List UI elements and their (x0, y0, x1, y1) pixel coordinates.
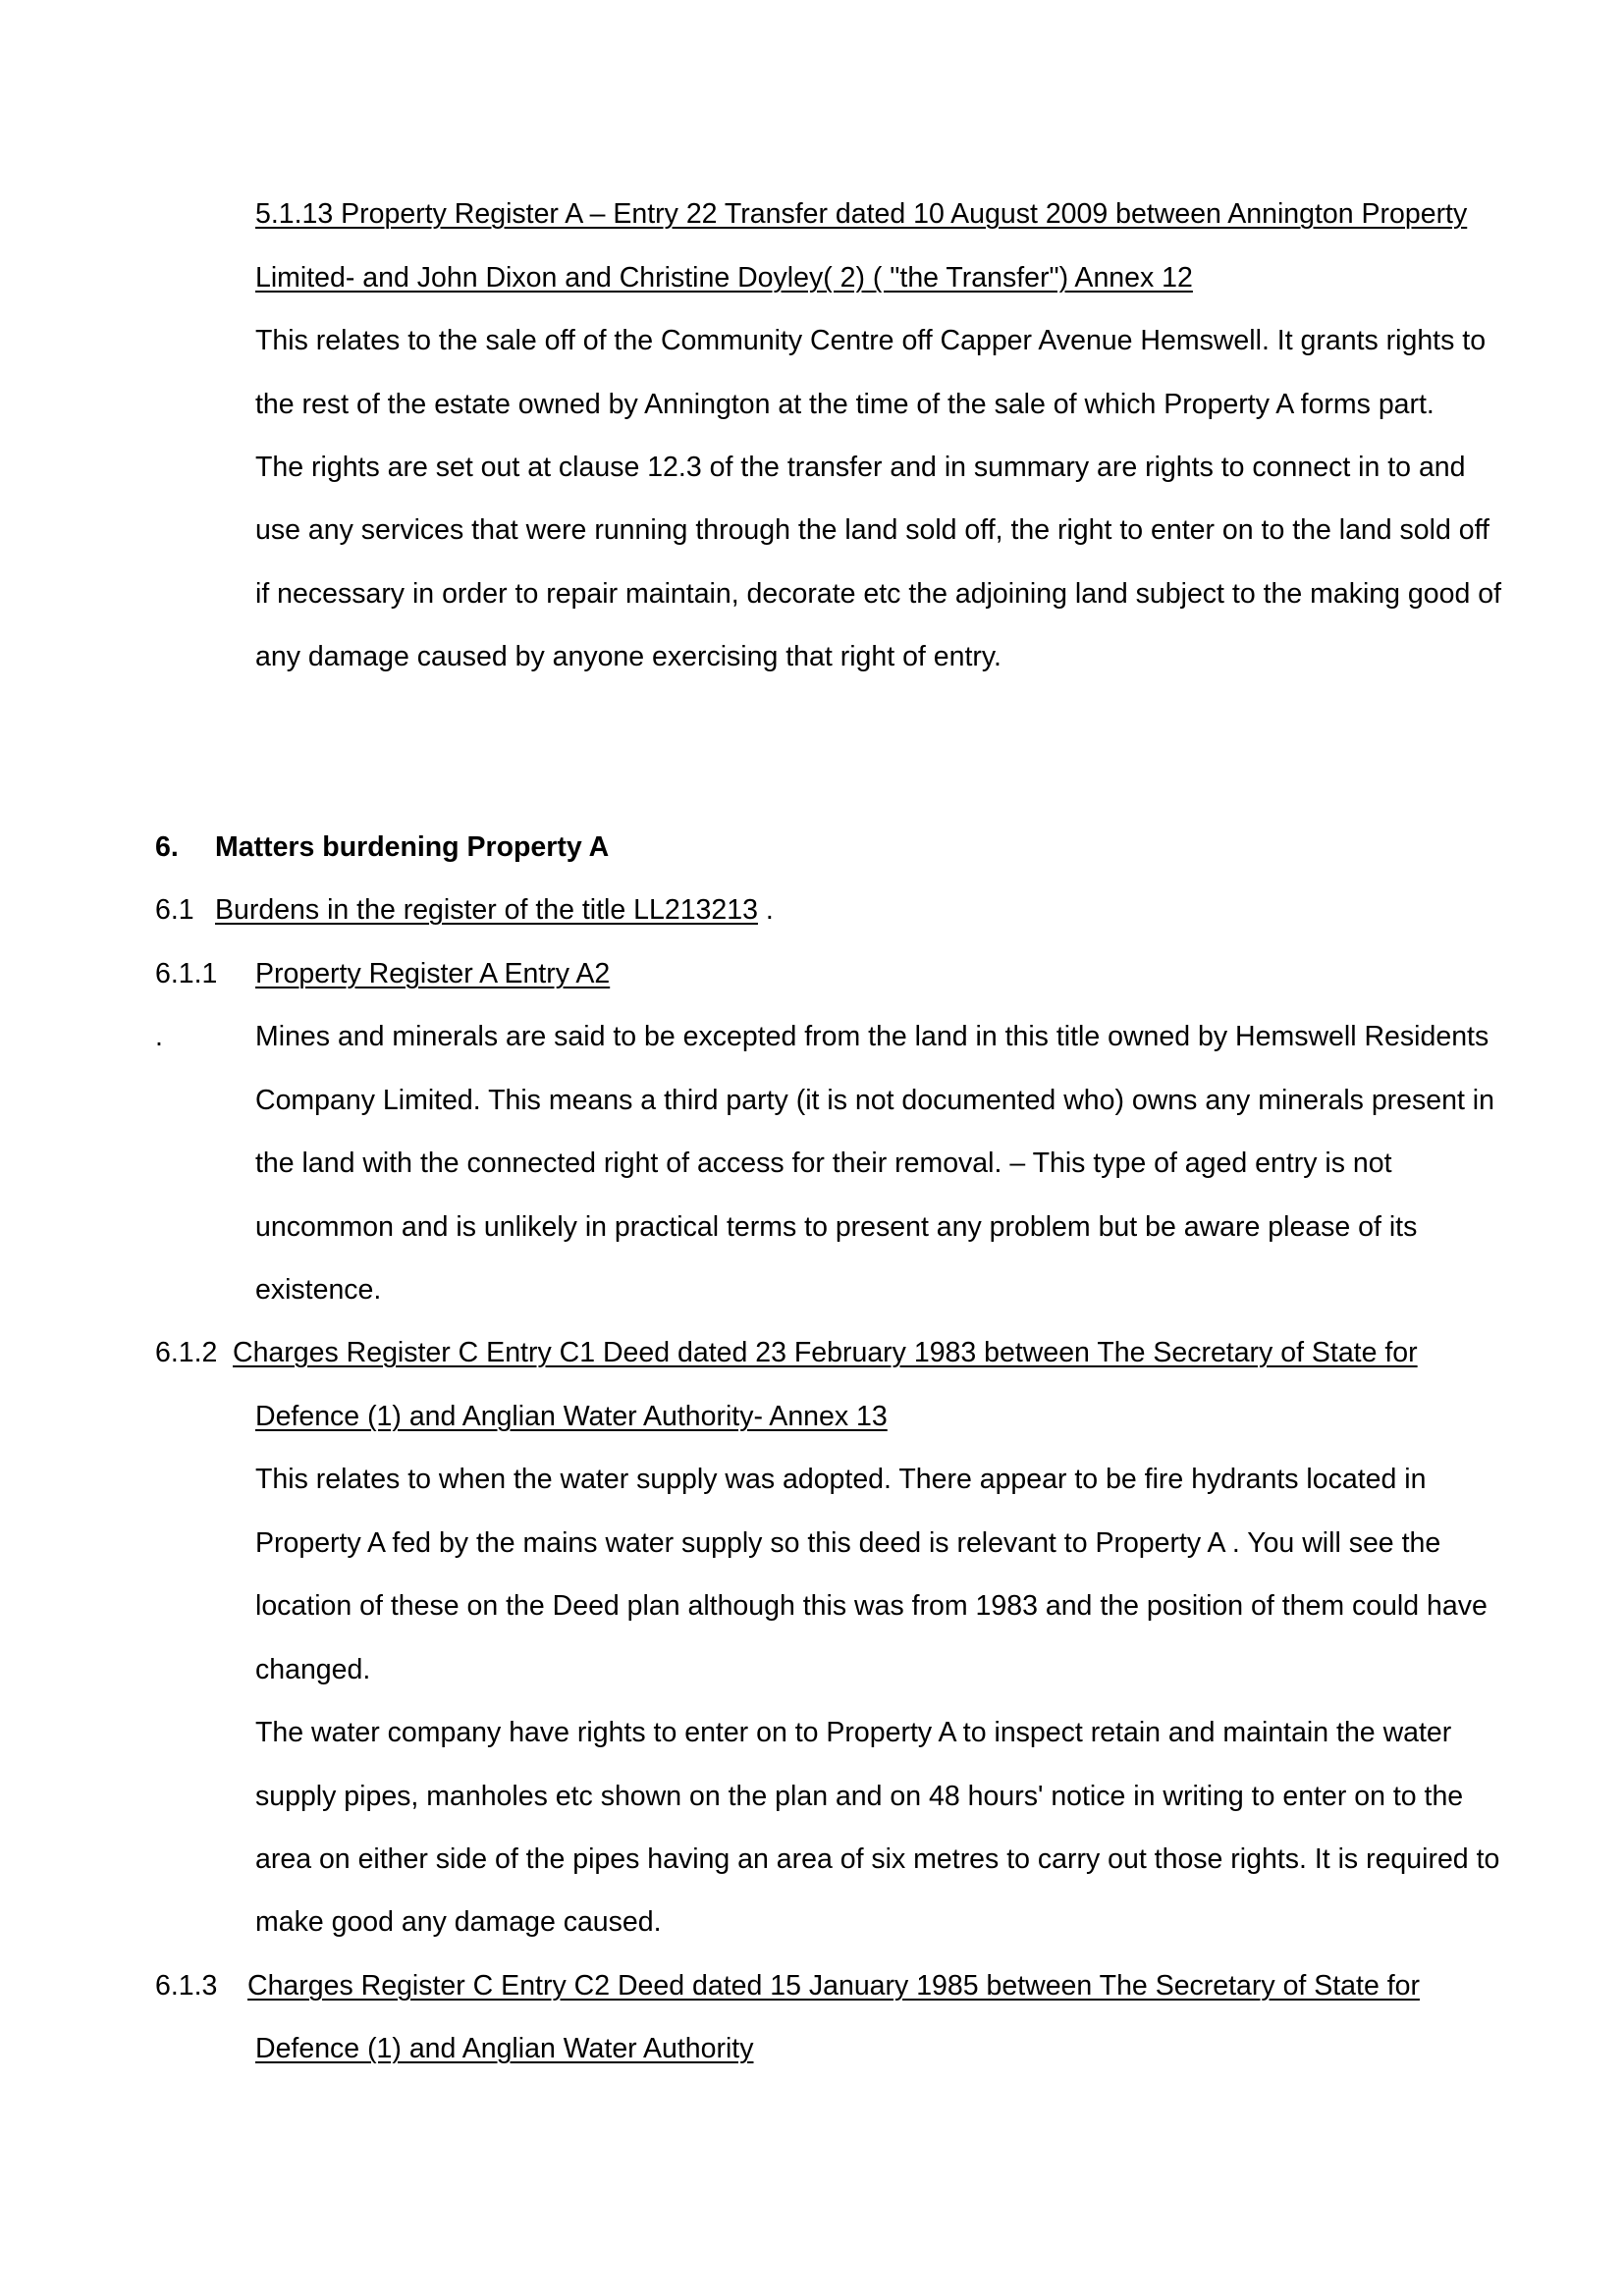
section-6-1-2-title-line-1: Charges Register C Entry C1 Deed dated 23 February 1983 between The Secretary of State for (233, 1337, 1418, 1368)
section-6-1-title-row (215, 893, 774, 927)
paragraph-line: The water company have rights to enter on to Property A to inspect retain and maintain the water (255, 1717, 1452, 1748)
paragraph-line: supply pipes, manholes etc shown on the plan and on 48 hours' notice in writing to enter on to the (255, 1781, 1464, 1812)
section-6-1-3-title-line-2: Defence (1) and Anglian Water Authority (255, 2033, 754, 2064)
paragraph-line: The rights are set out at clause 12.3 of the transfer and in summary are rights to connect in to and (255, 452, 1466, 483)
section-5-1-13-heading-line-2: Limited- and John Dixon and Christine Doyley( 2) ( "the Transfer") Annex 12 (255, 262, 1193, 294)
paragraph-line: This relates to when the water supply was adopted. There appear to be fire hydrants located in (255, 1464, 1427, 1495)
paragraph-line: the rest of the estate owned by Annington at the time of the sale of which Property A forms part. (255, 389, 1435, 420)
section-6-1-title: Burdens in the register of the title LL213213 (215, 894, 758, 926)
section-6-1-2-number: 6.1.2 (155, 1337, 218, 1368)
section-6-1-1-title: Property Register A Entry A2 (255, 958, 611, 989)
paragraph-line: Company Limited. This means a third party (it is not documented who) owns any minerals present in (255, 1085, 1494, 1116)
paragraph-line: uncommon and is unlikely in practical terms to present any problem but be aware please of its (255, 1211, 1418, 1243)
paragraph-line: the land with the connected right of access for their removal. – This type of aged entry is not (255, 1148, 1392, 1179)
section-6-1-number: 6.1 (155, 894, 194, 926)
paragraph-line: any damage caused by anyone exercising that right of entry. (255, 641, 1001, 672)
section-6-1-1-number: 6.1.1 (155, 958, 218, 989)
paragraph-line: location of these on the Deed plan although this was from 1983 and the position of them could have (255, 1590, 1488, 1622)
section-6-1-suffix: . (765, 894, 774, 926)
section-6-1-1-bullet: . (155, 1021, 163, 1052)
section-6-title: Matters burdening Property A (215, 831, 610, 863)
paragraph-line: Mines and minerals are said to be excepted from the land in this title owned by Hemswell Residents (255, 1021, 1489, 1052)
paragraph-line: use any services that were running through the land sold off, the right to enter on to the land sold off (255, 514, 1489, 546)
paragraph-line: Property A fed by the mains water supply so this deed is relevant to Property A . You will see the (255, 1527, 1441, 1559)
section-6-1-3-title-line-1: Charges Register C Entry C2 Deed dated 15 January 1985 between The Secretary of State for (247, 1970, 1420, 2002)
paragraph-line: changed. (255, 1654, 371, 1685)
paragraph-line: make good any damage caused. (255, 1906, 662, 1938)
section-6-1-3-number: 6.1.3 (155, 1970, 218, 2002)
paragraph-line: existence. (255, 1274, 382, 1306)
section-6-1-2-title-line-2: Defence (1) and Anglian Water Authority- Annex 13 (255, 1401, 888, 1432)
section-6-number: 6. (155, 831, 179, 863)
section-5-1-13-heading-line-1: 5.1.13 Property Register A – Entry 22 Transfer dated 10 August 2009 between Annington Property (255, 198, 1468, 230)
paragraph-line: if necessary in order to repair maintain, decorate etc the adjoining land subject to the making good of (255, 578, 1502, 610)
paragraph-line: area on either side of the pipes having an area of six metres to carry out those rights. It is required to (255, 1843, 1500, 1875)
paragraph-line: This relates to the sale off of the Community Centre off Capper Avenue Hemswell. It grants rights to (255, 325, 1487, 356)
